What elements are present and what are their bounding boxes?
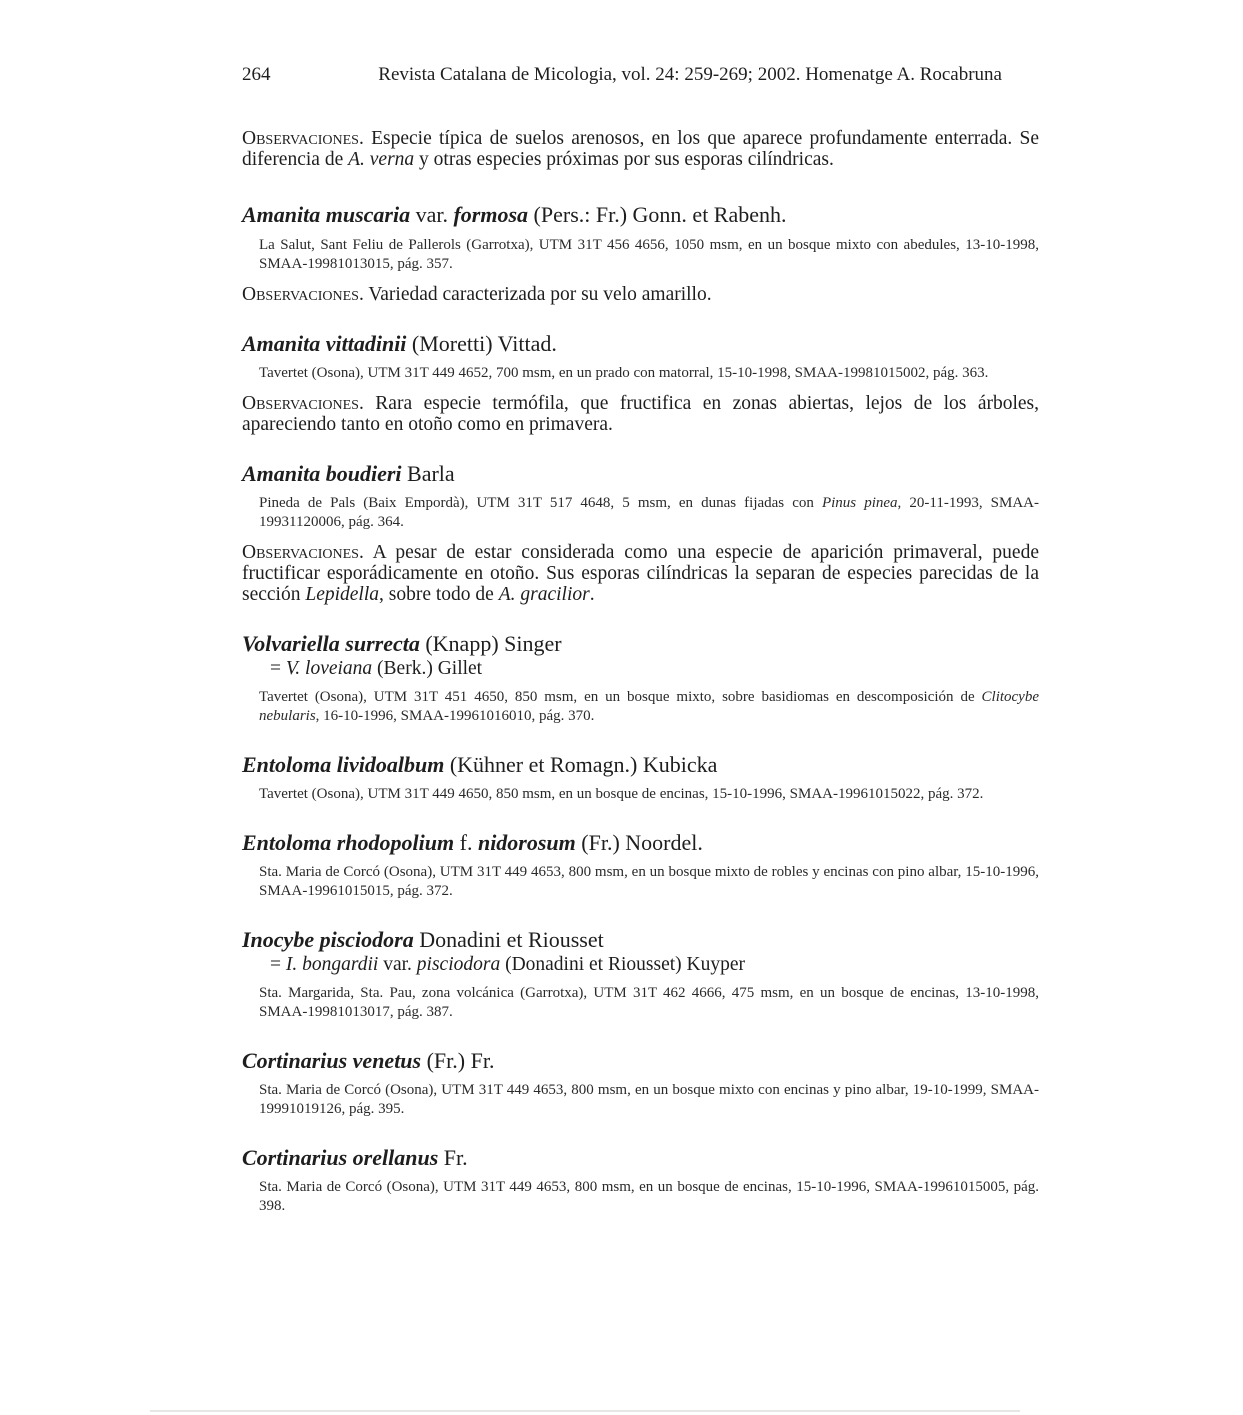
species-heading: Inocybe pisciodora Donadini et Riousset [242, 927, 604, 952]
collection-record: Sta. Maria de Corcó (Osona), UTM 31T 449 4653, 800 msm, en un bosque de encinas, 15-10-1996, SMAA-19961015005, pág. 398. [259, 1179, 1039, 1214]
species-heading: Entoloma lividoalbum (Kühner et Romagn.) Kubicka [242, 752, 718, 777]
collection-record: Sta. Maria de Corcó (Osona), UTM 31T 449 4653, 800 msm, en un bosque mixto con encinas y pino albar, 19-10-1999, SMAA-19991019126, pág. 395. [259, 1082, 1039, 1117]
observation-paragraph: Observaciones. Especie típica de suelos arenosos, en los que aparece profundamente enterrada. Se diferencia de A. verna y otras especies próximas por sus esporas cilíndricas. [242, 128, 1039, 170]
species-heading: Cortinarius orellanus Fr. [242, 1145, 468, 1170]
collection-record: Pineda de Pals (Baix Empordà), UTM 31T 517 4648, 5 msm, en dunas fijadas con Pinus pinea, 20-11-1993, SMAA-19931120006, pág. 364. [259, 495, 1039, 530]
collection-record: Sta. Maria de Corcó (Osona), UTM 31T 449 4653, 800 msm, en un bosque mixto de robles y encinas con pino albar, 15-10-1996, SMAA-19961015015, pág. 372. [259, 864, 1039, 899]
synonym-line: = V. loveiana (Berk.) Gillet [270, 658, 483, 679]
journal-citation: Revista Catalana de Micologia, vol. 24: 259-269; 2002. Homenatge A. Rocabruna [378, 64, 1002, 85]
collection-record: La Salut, Sant Feliu de Pallerols (Garrotxa), UTM 31T 456 4656, 1050 msm, en un bosque mixto con abedules, 13-10-1998, SMAA-19981013015, pág. 357. [259, 237, 1039, 272]
species-heading: Amanita muscaria var. formosa (Pers.: Fr.) Gonn. et Rabenh. [242, 202, 787, 227]
observation-paragraph: Observaciones. Rara especie termófila, que fructifica en zonas abiertas, lejos de los árboles, apareciendo tanto en otoño como en primavera. [242, 393, 1040, 435]
collection-record: Tavertet (Osona), UTM 31T 449 4650, 850 msm, en un bosque de encinas, 15-10-1996, SMAA-19961015022, pág. 372. [259, 786, 984, 802]
species-heading: Amanita boudieri Barla [242, 461, 455, 486]
collection-record: Tavertet (Osona), UTM 31T 449 4652, 700 msm, en un prado con matorral, 15-10-1998, SMAA-19981015002, pág. 363. [259, 365, 989, 381]
collection-record: Sta. Margarida, Sta. Pau, zona volcánica (Garrotxa), UTM 31T 462 4666, 475 msm, en un bosque de encinas, 13-10-1998, SMAA-19981013017, pág. 387. [259, 985, 1039, 1020]
main-text [242, 128, 1039, 1216]
collection-record: Tavertet (Osona), UTM 31T 451 4650, 850 msm, en un bosque mixto, sobre basidiomas en descomposición de Clitocybe nebularis, 16-10-1996, SMAA-19961016010, pág. 370. [259, 689, 1039, 724]
page-bottom-rule [150, 1410, 1020, 1412]
observation-label: Observaciones. [242, 128, 364, 149]
synonym-line: = I. bongardii var. pisciodora (Donadini et Riousset) Kuyper [270, 954, 745, 975]
species-heading: Volvariella surrecta (Knapp) Singer [242, 631, 562, 656]
page-number: 264 [242, 64, 271, 85]
species-heading: Cortinarius venetus (Fr.) Fr. [242, 1048, 495, 1073]
species-heading: Entoloma rhodopolium f. nidorosum (Fr.) Noordel. [242, 830, 703, 855]
observation-paragraph: Observaciones. Variedad caracterizada por su velo amarillo. [242, 284, 712, 305]
species-heading: Amanita vittadinii (Moretti) Vittad. [242, 331, 557, 356]
observation-paragraph: Observaciones. A pesar de estar considerada como una especie de aparición primaveral, puede fructificar esporádicamente en otoño. Sus esporas cilíndricas la separan de especies parecidas de la sección Lepidella, sobre todo de A. gracilior. [242, 542, 1039, 605]
